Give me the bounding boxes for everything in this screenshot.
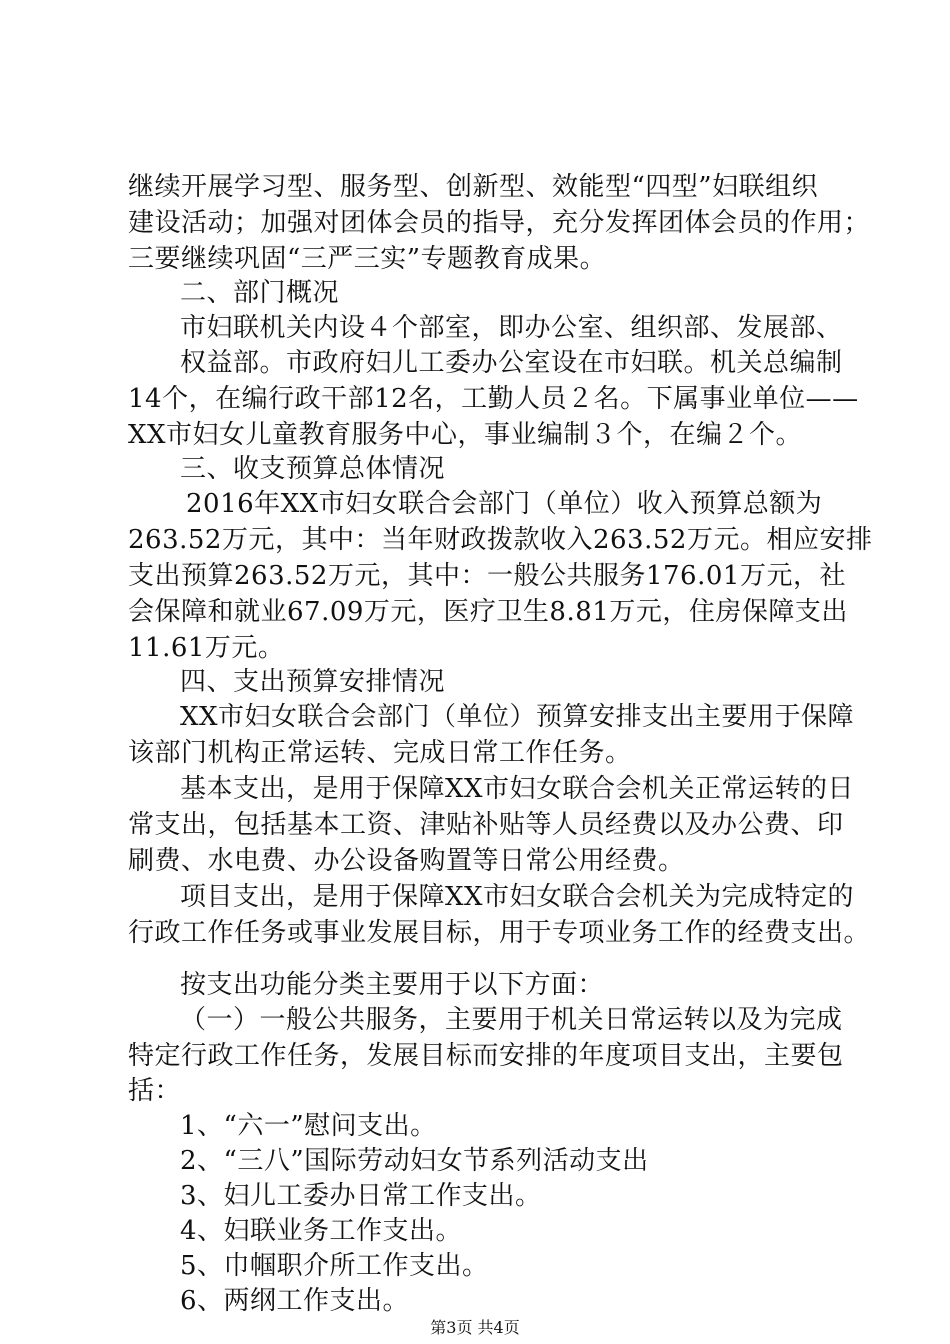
text-line: 继续开展学习型、服务型、创新型、效能型“四型”妇联组织 — [128, 172, 819, 202]
text-line: 建设活动；加强对团体会员的指导，充分发挥团体会员的作用； — [128, 208, 871, 238]
text-line: 会保障和就业67.09万元，医疗卫生8.81万元，住房保障支出 — [128, 597, 848, 627]
text-line: 11.61万元。 — [128, 633, 285, 663]
text-line: 基本支出，是用于保障XX市妇女联合会机关正常运转的日 — [180, 774, 855, 804]
text-line: 括： — [128, 1076, 182, 1106]
text-line: 三要继续巩固“三严三实”专题教育成果。 — [128, 244, 607, 274]
list-item: 4、妇联业务工作支出。 — [180, 1216, 463, 1246]
list-item: 5、巾帼职介所工作支出。 — [180, 1251, 489, 1281]
section-heading: 二、部门概况 — [180, 278, 340, 308]
text-line: 14个，在编行政干部12名，工勤人员２名。下属事业单位—— — [128, 384, 859, 414]
text-line: 市妇联机关内设４个部室，即办公室、组织部、发展部、 — [180, 313, 843, 343]
list-item: 3、妇儿工委办日常工作支出。 — [180, 1181, 542, 1211]
text-line: 2016年XX市妇女联合会部门（单位）收入预算总额为 — [186, 489, 823, 519]
section-heading: 四、支出预算安排情况 — [180, 667, 446, 697]
text-line: 刷费、水电费、办公设备购置等日常公用经费。 — [128, 846, 685, 876]
text-line: XX市妇女儿童教育服务中心，事业编制３个，在编２个。 — [128, 420, 803, 450]
text-line: 权益部。市政府妇儿工委办公室设在市妇联。机关总编制 — [180, 348, 843, 378]
list-item: 2、“三八”国际劳动妇女节系列活动支出 — [180, 1146, 649, 1176]
text-line: 行政工作任务或事业发展目标，用于专项业务工作的经费支出。 — [128, 918, 871, 948]
section-heading: 三、收支预算总体情况 — [180, 454, 446, 484]
text-line: 按支出功能分类主要用于以下方面： — [180, 970, 605, 1000]
text-line: 特定行政工作任务，发展目标而安排的年度项目支出，主要包 — [128, 1041, 844, 1071]
page-footer: 第3页 共4页 — [430, 1318, 520, 1337]
list-item: 1、“六一”慰问支出。 — [180, 1111, 437, 1141]
text-line: 263.52万元，其中：当年财政拨款收入263.52万元。相应安排 — [128, 525, 873, 555]
text-line: （一）一般公共服务，主要用于机关日常运转以及为完成 — [180, 1005, 843, 1035]
text-line: XX市妇女联合会部门（单位）预算安排支出主要用于保障 — [180, 702, 855, 732]
text-line: 支出预算263.52万元，其中：一般公共服务176.01万元，社 — [128, 561, 846, 591]
text-line: 常支出，包括基本工资、津贴补贴等人员经费以及办公费、印 — [128, 810, 844, 840]
text-line: 项目支出，是用于保障XX市妇女联合会机关为完成特定的 — [180, 882, 855, 912]
list-item: 6、两纲工作支出。 — [180, 1286, 410, 1316]
text-line: 该部门机构正常运转、完成日常工作任务。 — [128, 738, 632, 768]
